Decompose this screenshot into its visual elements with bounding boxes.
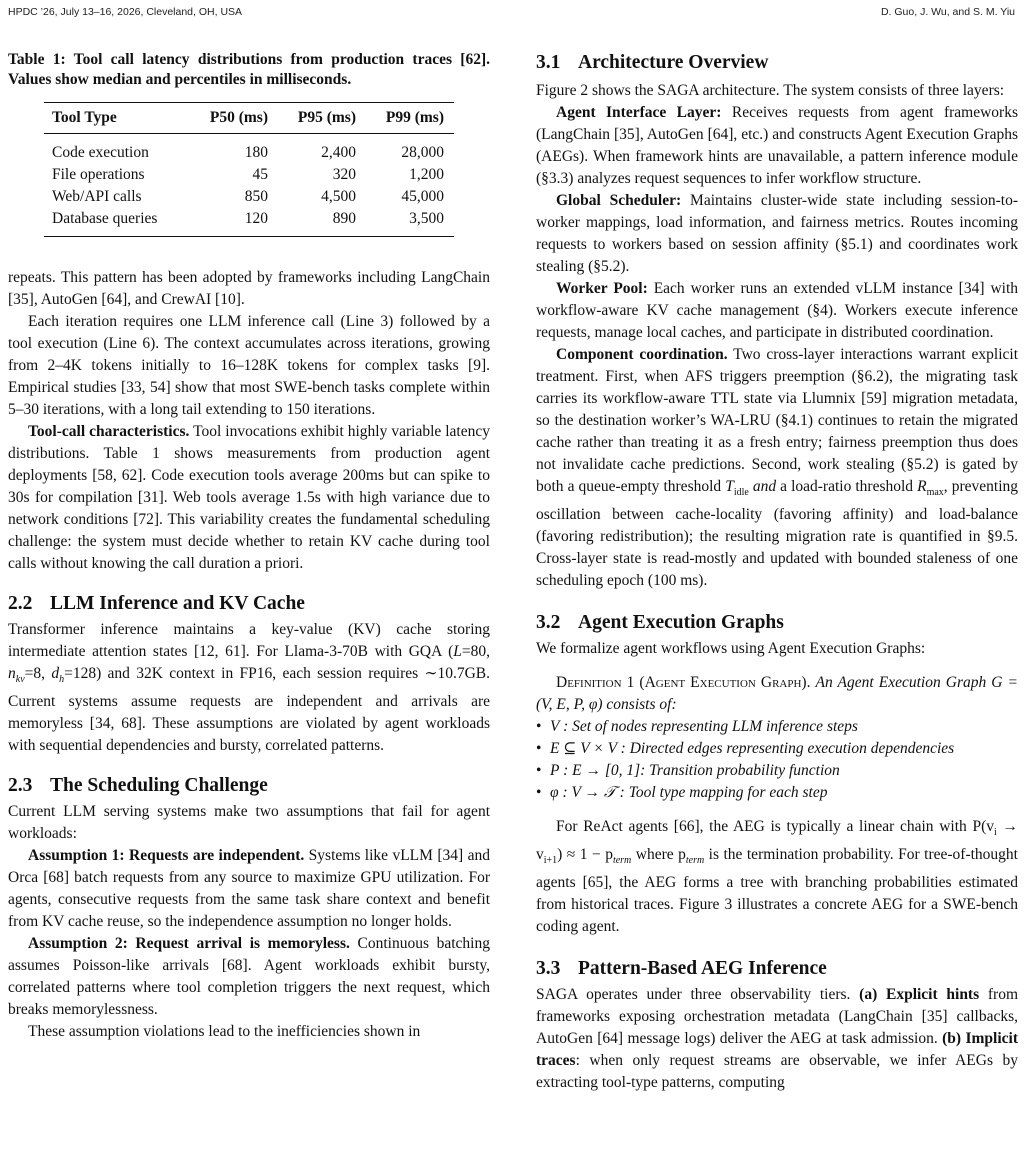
table-cell: 45,000 [401,188,444,205]
paragraph [536,102,1018,190]
paragraph: Component coordination. Two cross-layer interactions warrant explicit treatment. First, when AFS triggers preemption (§6.2), the migrating task carries its workflow-aware TTL state via Llumnix [59] migration metadata, so the destination worker’s WA-LRU (§4.1) continues to retain the migrated cache rather than treating it as a fresh entry; fairness preemption thus does not invalidate cache predictions. Second, work stealing (§5.2) is gated by both a queue-empty threshold $T_{idle}$ and a load-ratio threshold $R_{max}$, preventing oscillation between cache-locality (favoring affinity) and load-balance (favoring redistribution); the resulting migration rate is quantified in §9.5. Cross-layer state is read-mostly and updated with bounded staleness of one scheduling epoch (100 ms). [536,346,1018,590]
table-cell: 4,500 [321,188,356,205]
table-cell: 3,500 [366,208,454,237]
paragraph-text: (a) Explicit hints [859,986,980,1004]
paragraph [8,421,490,575]
run-in-heading: Component coordination. [556,346,728,363]
left-column [8,50,490,1043]
paragraph [536,984,1018,1094]
table-row [44,134,454,165]
running-head-right: D. Guo, J. Wu, and S. M. Yiu [880,6,1015,18]
run-in-heading: Tool-call characteristics. [28,423,190,440]
table-cell: 28,000 [401,144,444,161]
paragraph [536,190,1018,278]
table-cell: 1,200 [409,166,444,183]
running-head-left: HPDC ’26, July 13–16, 2026, Cleveland, OH, USA [8,6,243,18]
table-header-cell: Tool Type [44,103,192,134]
paragraph-text: where p [631,846,686,864]
run-in-heading: Assumption 1: Requests are independent. [28,847,305,865]
table-cell: Code execution [52,144,149,161]
paragraph-text: Two cross-layer interactions warrant explicit treatment. First, when AFS triggers preemption (§6.2), the migrating task carries its workflow-aware TTL state via Llumnix [59] migration metadata, so the destination worker’s WA-LRU (§4.1) continues to retain the migrated cache rather than treating it as a fresh entry; fairness preemption thus does not invalidate cache predictions. Second, work stealing (§5.2) is gated by both a queue-empty threshold [536,346,1018,495]
table-cell: 45 [252,166,268,183]
section-number: 2.3 [8,775,33,797]
table-header-cell: P99 (ms) [366,103,454,134]
table-row [44,186,454,208]
paragraph-text: : when only request streams are observable, we infer AEGs by extracting tool-type patterns, computing [536,1052,1018,1092]
table-row [44,164,454,186]
table-cell: 180 [244,144,268,161]
section-title: The Scheduling Challenge [50,775,268,797]
table-cell: 850 [244,188,268,205]
paragraph-text: SAGA operates under three observability tiers. [536,986,860,1004]
paragraph: For ReAct agents [66], the AEG is typically a linear chain with $P(v_i \to v_{i+1}) \approx 1 - p_{term}$ where $p_{term}$ is the termination probability. For tree-of-thought agents [65], the AEG forms a tree with branching probabilities estimated from historical traces. Figure 3 illustrates a concrete AEG for a SWE-bench coding agent. [536,818,1019,936]
section-heading [536,610,1018,636]
table-cell: 2,400 [321,144,356,161]
paragraph: Figure 2 shows the SAGA architecture. The system consists of three layers: [536,82,1005,99]
run-in-heading: Worker Pool: [556,280,648,297]
paragraph-text: Tool invocations exhibit highly variable latency distributions. Table 1 shows measurements from production agent deployments [58, 62]. Code execution tools average 200ms but can spike to 30s for compilation [31]. Web tools average 1.5s with high variance due to network conditions [72]. This variability creates the fundamental scheduling challenge: the system must decide whether to retain KV cache during tool calls without knowing the call duration a priori. [8,423,490,572]
definition-text: An Agent Execution Graph G = (V, E, P, φ) consists of: [536,674,1019,714]
paragraph-text: from frameworks exposing orchestration metadata (LangChain [35] callbacks, AutoGen [64] message logs) deliver the AEG at task admission. [536,986,1019,1048]
paragraph-text: → v [536,818,1019,864]
table-cell: 890 [278,208,366,237]
paragraph [536,278,1018,344]
table-cell: 320 [332,166,356,183]
paragraph [8,933,490,1021]
section-heading [536,50,1018,76]
paragraph-text: =80, [461,643,490,660]
paragraph-text: ) ≈ 1 − p [557,846,613,864]
section-title: Pattern-Based AEG Inference [578,958,827,980]
paragraph-text: a load-ratio threshold [776,478,918,495]
table-cell: Web/API calls [52,188,142,205]
table-caption: Table 1: Tool call latency distributions from production traces [62]. Values show median and percentiles in milliseconds. [8,51,490,88]
latency-table [44,102,454,237]
run-in-heading: Assumption 2: Request arrival is memoryless. [28,935,350,953]
paragraph: We formalize agent workflows using Agent Execution Graphs: [536,640,926,658]
paragraph-text: Maintains cluster-wide state including session-to-worker mappings, load information, and fairness metrics. Routes incoming requests to workers based on session affinity (§5.1) and coordinates work stealing (§5.2). [536,192,1018,275]
paragraph-text: (b) Implicit traces [536,1030,1018,1070]
right-column [536,50,1018,1094]
table-cell: 120 [192,208,278,237]
paragraph-text: For ReAct agents [66], the AEG is typically a linear chain with P(v [556,818,995,836]
list-item: • V : Set of nodes representing LLM inference steps [536,716,1018,738]
section-heading [8,773,490,799]
section-number: 2.2 [8,593,33,614]
table-header-row [44,103,454,134]
paragraph: repeats. This pattern has been adopted by frameworks including LangChain [35], AutoGen [64], and CrewAI [10]. [8,269,490,308]
section-title: LLM Inference and KV Cache [50,593,305,614]
paragraph: These assumption violations lead to the inefficiencies shown in [28,1023,421,1041]
run-in-heading: Global Scheduler: [556,192,682,209]
paragraph: Each iteration requires one LLM inference call (Line 3) followed by a tool execution (Line 6). The context accumulates across iterations, growing from 2–4K tokens initially to 16–128K tokens for complex tasks [9]. Empirical studies [33, 54] show that most SWE-bench tasks complete within 5–30 iterations, with a long tail extending to 150 iterations. [8,313,490,418]
table-cell: File operations [52,166,145,183]
definition-label: Definition 1 (Agent Execution Graph). [556,674,811,692]
list-item: • P : E → [0, 1]: Transition probability function [536,760,1018,782]
section-number: 3.3 [536,958,561,980]
paragraph-text: Receives requests from agent frameworks (LangChain [35], AutoGen [64], etc.) and constructs Agent Execution Graphs (AEGs). When framework hints are unavailable, a pattern inference module (§3.3) analyzes request sequences to infer workflow structure. [536,104,1018,187]
list-item: • E ⊆ V × V : Directed edges representing execution dependencies [536,738,1018,760]
section-number: 3.2 [536,612,561,634]
paragraph: Current LLM serving systems make two assumptions that fail for agent workloads: [8,803,490,843]
paragraph-text: Systems like vLLM [34] and Orca [68] batch requests from any source to maximize GPU utilization. For agents, consecutive requests from the same task share context and benefit from KV cache reuse, so the independence assumption no longer holds. [8,847,491,931]
definition-list [536,716,1018,804]
section-heading [536,956,1018,982]
paragraph-text: Continuous batching assumes Poisson-like arrivals [68]. Agent workloads exhibit bursty, correlated patterns where tool completion triggers the next request, which breaks memorylessness. [8,935,490,1019]
section-title: Agent Execution Graphs [578,612,784,634]
paragraph-text: , preventing oscillation between cache-locality (favoring affinity) and load-balance (favoring redistribution); the resulting migration rate is quantified in §9.5. Cross-layer state is read-mostly and updated with bounded staleness of one scheduling epoch (100 ms). [536,478,1018,590]
list-item: • φ : V → 𝒯 : Tool type mapping for each step [536,782,1018,804]
paragraph [8,845,490,933]
table-header-cell: P95 (ms) [278,103,366,134]
paragraph-text: =8, [24,665,52,682]
paragraph-text: and [748,478,777,495]
paragraph-text: =128) and 32K context in FP16, each session requires ∼10.7GB. Current systems assume requests are independent and arrivals are memoryless [34, 68]. These assumptions are violated by agent workloads with sequential dependencies and bursty, correlated patterns. [8,665,490,755]
section-title: Architecture Overview [578,52,769,73]
paragraph-text: Transformer inference maintains a key-value (KV) cache storing intermediate attention states [12, 61]. For Llama-3-70B with GQA ( [8,621,490,660]
section-heading [8,591,490,617]
run-in-heading: Agent Interface Layer: [556,104,722,121]
table-cell: Database queries [44,208,192,237]
table-header-cell: P50 (ms) [192,103,278,134]
paragraph-text: is the termination probability. For tree-of-thought agents [65], the AEG forms a tree with branching probabilities estimated from historical traces. Figure 3 illustrates a concrete AEG for a SWE-bench coding agent. [536,846,1018,936]
paragraph-text: Each worker runs an extended vLLM instance [34] with workflow-aware KV cache management (§4). Workers execute inference requests, manage local caches, and participate in distributed coordination. [536,280,1019,341]
paragraph: Transformer inference maintains a key-value (KV) cache storing intermediate attention states [12, 61]. For Llama-3-70B with GQA (L=80, $n_{kv}=8$, $d_h=128$) and 32K context in FP16, each session requires ∼10.7GB. Current systems assume requests are independent and arrivals are memoryless [34, 68]. These assumptions are violated by agent workloads with sequential dependencies and bursty, correlated patterns. [8,621,490,755]
table-row [44,208,454,237]
section-number: 3.1 [536,52,561,73]
definition [536,672,1018,716]
